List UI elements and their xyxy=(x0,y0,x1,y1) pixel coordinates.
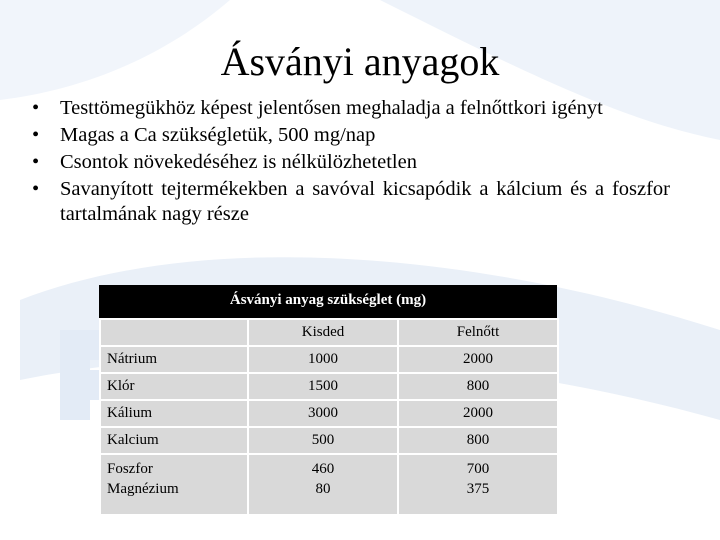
row-label xyxy=(100,454,248,515)
table-row xyxy=(100,400,558,427)
cell-felnott: 800 xyxy=(398,373,558,400)
mineral-requirement-table xyxy=(99,318,559,516)
bullet-item xyxy=(30,123,670,148)
cell-kisded: 1000 xyxy=(248,346,398,373)
bullet-marker: • xyxy=(32,178,40,200)
row-label: Kálium xyxy=(100,400,248,427)
bullet-text: Csontok növekedéséhez is nélkülözhetetlen xyxy=(60,151,417,173)
cell-kisded-foszfor: 460 xyxy=(311,461,335,477)
slide-title: Ásványi anyagok xyxy=(220,39,500,84)
bullet-list xyxy=(30,96,670,229)
table-row xyxy=(100,373,558,400)
header-cell-felnott: Felnőtt xyxy=(398,319,558,346)
cell-kisded: 3000 xyxy=(248,400,398,427)
table-row xyxy=(100,427,558,454)
cell-felnott xyxy=(398,454,558,515)
bullet-marker: • xyxy=(32,97,40,119)
header-cell-kisded: Kisded xyxy=(248,319,398,346)
table-row xyxy=(100,346,558,373)
bullet-marker: • xyxy=(32,151,40,173)
row-label: Nátrium xyxy=(100,346,248,373)
cell-kisded: 500 xyxy=(248,427,398,454)
cell-felnott: 800 xyxy=(398,427,558,454)
bullet-item xyxy=(30,150,670,175)
cell-kisded xyxy=(248,454,398,515)
cell-felnott-foszfor: 700 xyxy=(466,461,490,477)
cell-felnott: 2000 xyxy=(398,346,558,373)
row-label: Klór xyxy=(100,373,248,400)
row-label-foszfor: Foszfor xyxy=(107,461,153,477)
table-header-row xyxy=(100,319,558,346)
bullet-marker: • xyxy=(32,124,40,146)
row-label-magnezium: Magnézium xyxy=(107,481,179,497)
cell-kisded-magnezium: 80 xyxy=(315,481,331,497)
header-cell-empty xyxy=(100,319,248,346)
cell-felnott: 2000 xyxy=(398,400,558,427)
bullet-text: Testtömegükhöz képest jelentősen meghaladja a felnőttkori igényt xyxy=(60,97,603,119)
bullet-text: Savanyított tejtermékekben a savóval kicsapódik a kálcium és a foszfor tartalmának nagy része xyxy=(60,178,670,225)
cell-felnott-magnezium: 375 xyxy=(466,481,490,497)
bullet-item xyxy=(30,96,670,121)
cell-kisded: 1500 xyxy=(248,373,398,400)
row-label: Kalcium xyxy=(100,427,248,454)
table-row xyxy=(100,454,558,515)
bullet-text: Magas a Ca szükségletük, 500 mg/nap xyxy=(60,124,376,146)
table-title: Ásványi anyag szükséglet (mg) xyxy=(99,285,557,318)
bullet-item xyxy=(30,177,670,227)
